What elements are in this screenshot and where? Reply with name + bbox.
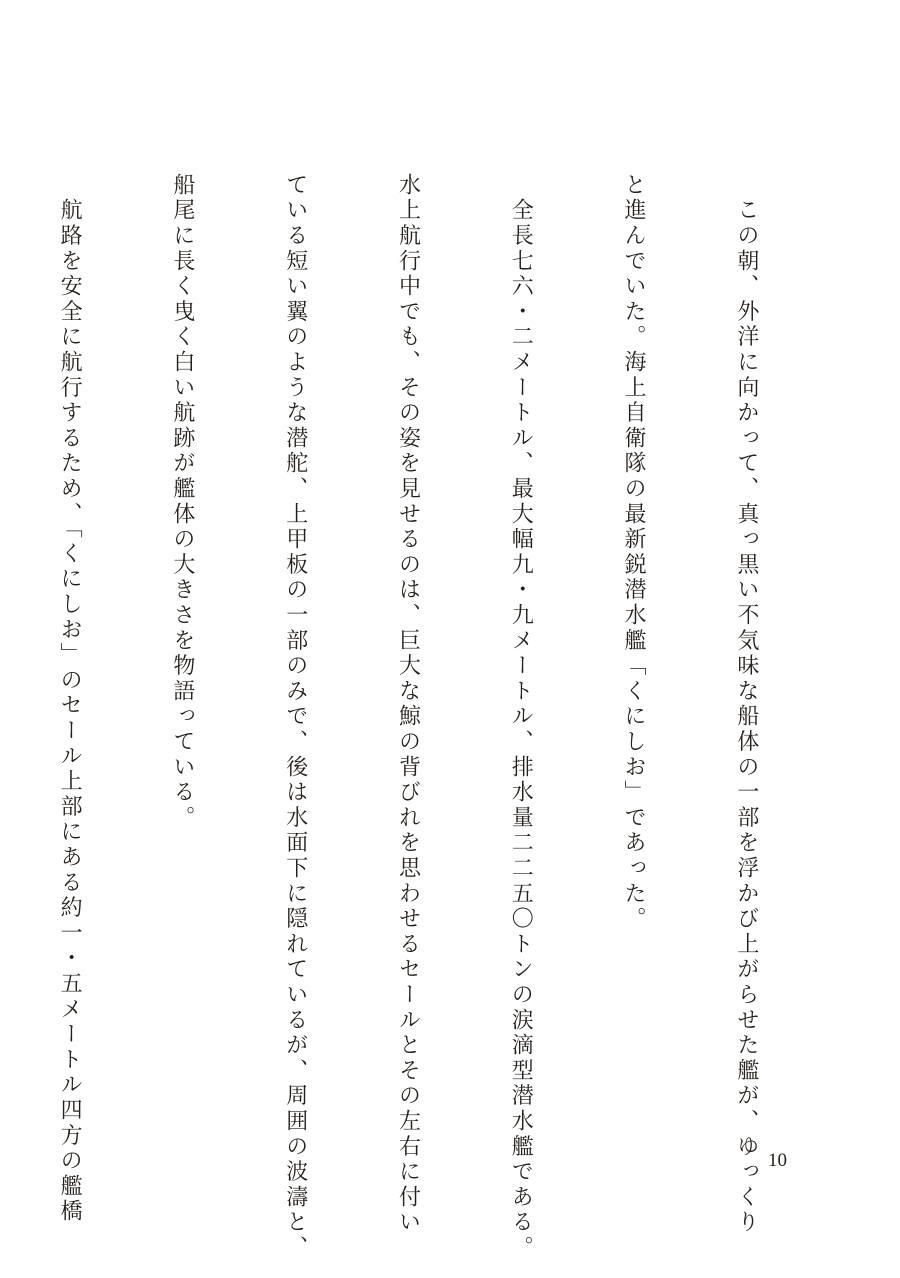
text-line: 全長七六・二メートル、最大幅九・九メートル、排水量二二五〇トンの涙滴型潜水艦である。 xyxy=(508,173,534,1261)
page-number: 10 xyxy=(768,1150,787,1171)
text-line: ている短い翼のような潜舵、上甲板の一部のみで、後は水面下に隠れているが、周囲の波濤と、 xyxy=(282,173,308,1261)
text-line: 船尾に長く曳く白い航跡が艦体の大きさを物語っている。 xyxy=(169,173,195,831)
text-line: と進んでいた。海上自衛隊の最新鋭潜水艦「くにしお」であった。 xyxy=(621,173,647,932)
text-line: この朝、外洋に向かって、真っ黒い不気味な船体の一部を浮かび上がらせた艦が、ゆっくり xyxy=(733,173,759,1236)
text-line: 水上航行中でも、その姿を見せるのは、巨大な鯨の背びれを思わせるセールとその左右に付い xyxy=(395,173,421,1236)
text-line: 航路を安全に航行するため、「くにしお」のセール上部にある約一・五メートル四方の艦橋 xyxy=(57,173,83,1225)
